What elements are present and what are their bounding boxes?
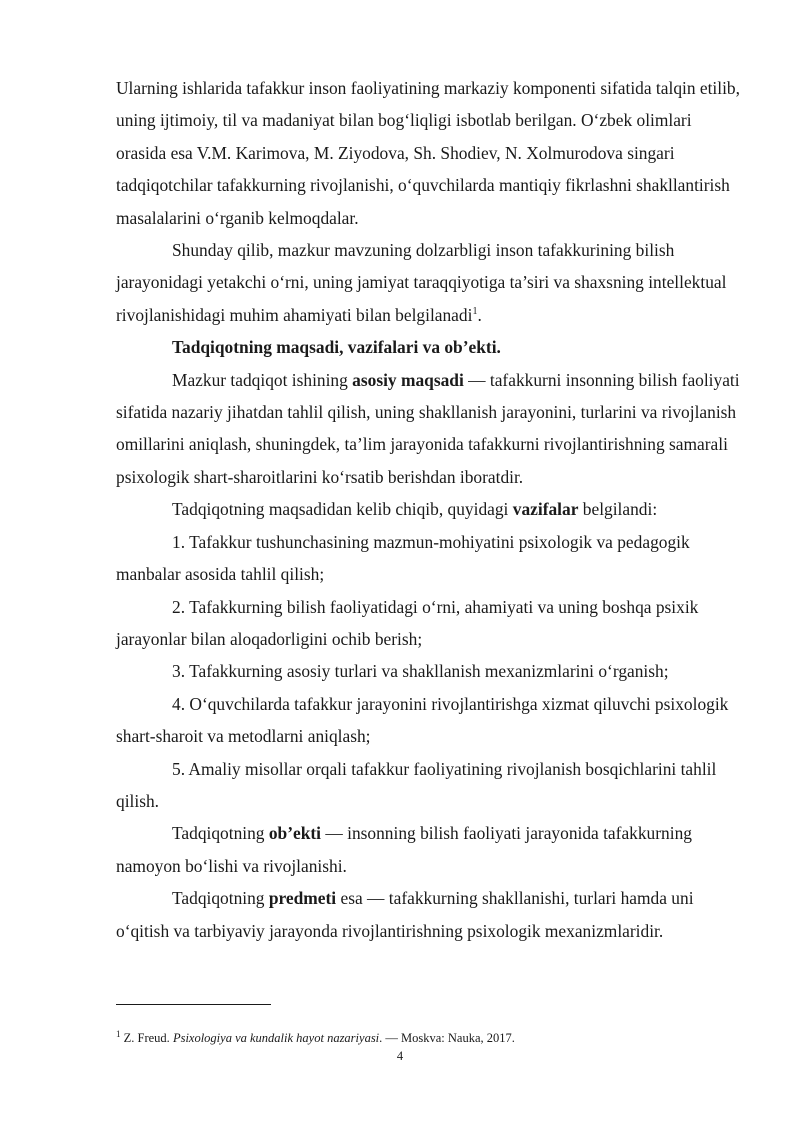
footnote-author: Z. Freud. (120, 1031, 173, 1045)
footnote-reference[interactable]: 1 (472, 306, 478, 318)
paragraph-object (116, 817, 740, 882)
relevance-text: Shunday qilib, mazkur mavzuning dolzarbligi inson tafakkurining bilish jarayonidagi yetakchi o‘rni, uning jamiyat taraqqiyotiga ta’siri va shaxsning intellektual rivojlanishidagi muhim ahamiyati bilan belgilanadi (116, 240, 727, 325)
subject-pre: Tadqiqotning (172, 888, 269, 909)
paragraph-goal (116, 364, 740, 494)
subject-post: esa — tafakkurning shakllanishi, turlari hamda uni o‘qitish va tarbiyaviy jarayonda rivojlantirishning psixologik mexanizmlaridir. (116, 888, 694, 941)
paragraph-tasks-intro (116, 493, 740, 525)
object-pre: Tadqiqotning (172, 823, 269, 844)
tasks-post: belgilandi: (578, 499, 658, 520)
object-keyword: ob’ekti (268, 823, 322, 844)
goal-keyword: asosiy maqsadi (352, 369, 464, 390)
subject-keyword: predmeti (268, 888, 337, 909)
task-item-3: 3. Tafakkurning asosiy turlari va shakllanish mexanizmlarini o‘rganish; (172, 661, 669, 682)
footnote-separator (116, 1004, 271, 1005)
task-item-5: 5. Amaliy misollar orqali tafakkur faoliyatining rivojlanish bosqichlarini tahlil qilish. (116, 758, 717, 811)
footnote-number: 1 (116, 1028, 121, 1039)
task-item-1: 1. Tafakkur tushunchasining mazmun-mohiyatini psixologik va pedagogik manbalar asosida tahlil qilish; (116, 531, 690, 585)
body-text (116, 72, 740, 947)
footnote-rest: . — Moskva: Nauka, 2017. (379, 1031, 515, 1045)
footnote-title: Psixologiya va kundalik hayot nazariyasi (172, 1031, 380, 1045)
task-item-2: 2. Tafakkurning bilish faoliyatidagi o‘rni, ahamiyati va uning boshqa psixik jarayonlar bilan aloqadorligini ochib berish; (116, 596, 699, 649)
goal-pre: Mazkur tadqiqot ishining (172, 369, 353, 390)
paragraph-relevance (116, 234, 740, 331)
goal-post: — tafakkurni insonning bilish faoliyati sifatida nazariy jihatdan tahlil qilish, uning shakllanish jarayonini, turlarini va rivojlanish omillarini aniqlash, shuningdek, ta’lim jarayonida tafakkurni rivojlantirishning samarali psixologik shart-sharoitlarini ko‘rsatib berishdan iboratdir. (116, 369, 740, 487)
paragraph-subject (116, 882, 740, 947)
paragraph-intro: Ularning ishlarida tafakkur inson faoliyatining markaziy komponenti sifatida talqin etilib, uning ijtimoiy, til va madaniyat bilan bog‘liqligi isbotlab berilgan. O‘zbek olimlari orasida esa V.M. Karimova, M. Ziyodova, Sh. Shodiev, N. Xolmurodova singari tadqiqotchilar tafakkurning rivojlanishi, o‘quvchilarda mantiqiy fikrlashni shakllantirish masalalarini o‘rganib kelmoqdalar. (116, 78, 740, 228)
section-heading: Tadqiqotning maqsadi, vazifalari va ob’ekti. (172, 337, 501, 358)
page-number: 4 (396, 1049, 404, 1063)
tasks-keyword: vazifalar (512, 499, 579, 520)
relevance-end: . (477, 304, 482, 325)
tasks-pre: Tadqiqotning maqsadidan kelib chiqib, quyidagi (172, 499, 513, 520)
object-post: — insonning bilish faoliyati jarayonida tafakkurning namoyon bo‘lishi va rivojlanishi. (116, 823, 692, 876)
task-item-4: 4. O‘quvchilarda tafakkur jarayonini rivojlantirishga xizmat qiluvchi psixologik shart-sharoit va metodlarni aniqlash; (116, 693, 729, 747)
footnote (116, 1030, 740, 1046)
